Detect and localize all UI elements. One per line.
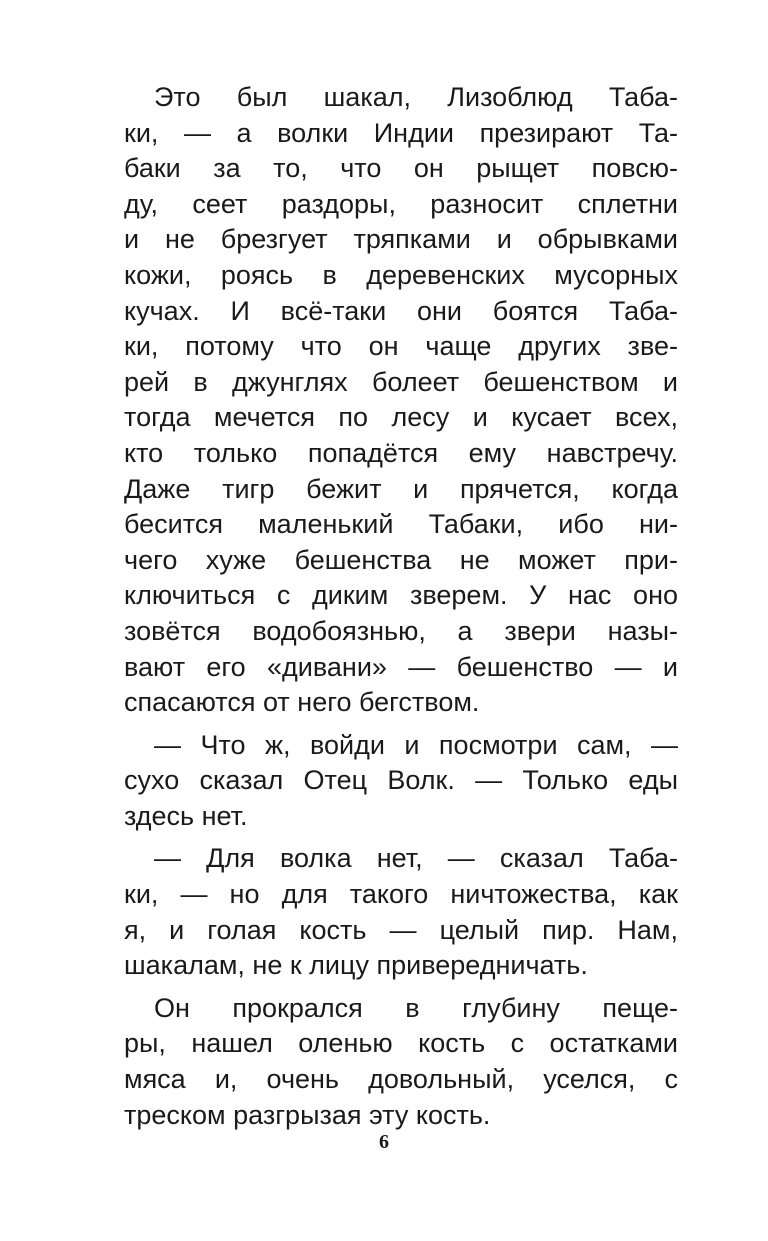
text-line: ключиться с диким зверем. У нас оно [124, 580, 678, 611]
paragraph-2 [124, 728, 678, 835]
paragraph-3 [124, 841, 678, 983]
text-line: ду, сеет раздоры, разносит сплетни [124, 188, 678, 219]
paragraph-1 [124, 80, 678, 721]
text-line: чего хуже бешенства не может при- [124, 544, 678, 575]
text-line: рей в джунглях болеет бешенством и [124, 366, 678, 397]
text-line: кто только попадётся ему навстречу. [124, 437, 678, 468]
text-line: шакалам, не к лицу привередничать. [124, 950, 588, 981]
text-line: сухо сказал Отец Волк. — Только еды [124, 765, 678, 796]
text-line: ки, — а волки Индии презирают Та- [124, 117, 678, 148]
text-line: — Что ж, войди и посмотри сам, — [154, 729, 678, 760]
text-line: бесится маленький Табаки, ибо ни- [124, 509, 678, 540]
text-line: ки, потому что он чаще других зве- [124, 331, 678, 362]
text-line: Это был шакал, Лизоблюд Таба- [154, 82, 678, 112]
text-line: — Для волка нет, — сказал Таба- [154, 843, 678, 874]
text-line: я, и голая кость — целый пир. Нам, [124, 914, 678, 945]
text-line: здесь нет. [124, 800, 248, 831]
text-line: Он прокрался в глубину пеще- [154, 992, 678, 1023]
text-line: ры, нашел оленью кость с остатками [124, 1028, 678, 1059]
text-line: ки, — но для такого ничтожества, как [124, 879, 678, 910]
text-line: спасаются от него бегством. [124, 687, 480, 718]
text-line: зовётся водобоязнью, а звери назы- [124, 615, 678, 646]
page-number: 6 [379, 1131, 389, 1153]
text-line: мяса и, очень довольный, уселся, с [124, 1064, 678, 1095]
text-line: кожи, роясь в деревенских мусорных [124, 259, 678, 290]
body-text [124, 80, 678, 1133]
text-line: треском разгрызая эту кость. [124, 1099, 491, 1130]
text-line: Даже тигр бежит и прячется, когда [124, 473, 678, 504]
text-line: тогда мечется по лесу и кусает всех, [124, 402, 678, 433]
text-line: баки за то, что он рыщет повсю- [124, 153, 678, 184]
text-line: и не брезгует тряпками и обрывками [124, 224, 678, 255]
paragraph-4 [124, 991, 678, 1133]
text-line: кучах. И всё-таки они боятся Таба- [124, 295, 678, 326]
text-line: вают его «дивани» — бешенство — и [124, 651, 678, 682]
